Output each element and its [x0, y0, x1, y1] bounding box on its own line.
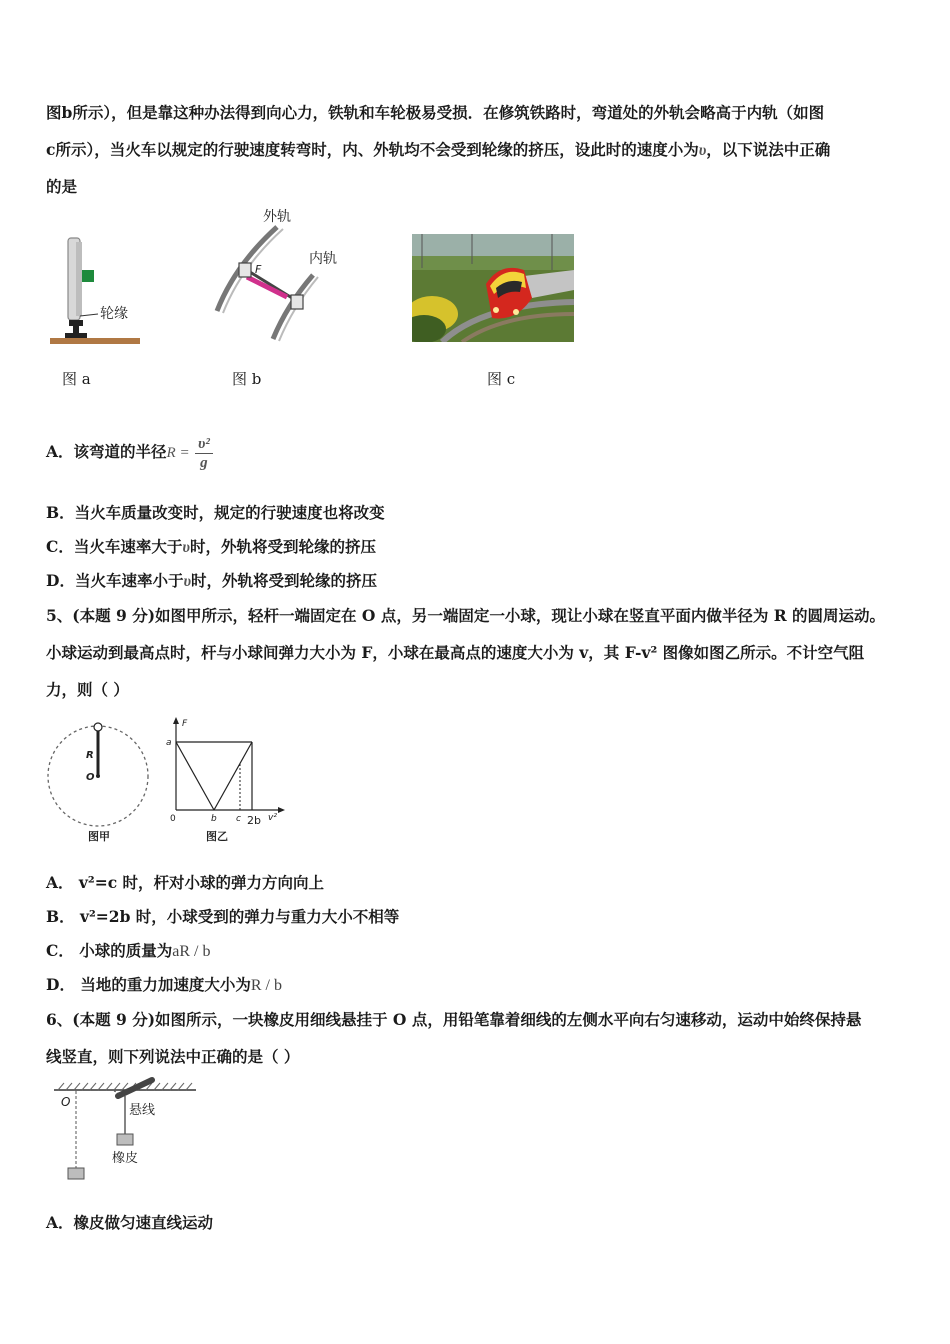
formula-numerator: υ² — [195, 435, 213, 454]
radius-formula-fraction — [195, 435, 213, 472]
q5-line-2: 小球运动到最高点时，杆与小球间弹力大小为 F，小球在最高点的速度大小为 v，其 F-v² 图像如图乙所示。不计空气阻 — [46, 643, 865, 662]
figure-c-train-photo — [412, 234, 574, 342]
figure-c-caption: 图 c — [487, 370, 516, 388]
figure-jia-circle — [46, 716, 154, 846]
q5-line-1: 5、(本题 9 分)如图甲所示，轻杆一端固定在 O 点，另一端固定一小球，现让小球在竖直平面内做半径为 R 的圆周运动。 — [46, 606, 886, 625]
q4-option-c — [46, 537, 376, 558]
intro-line-2-text: c所示），当火车以规定的行驶速度转弯时，内、外轨均不会受到轮缘的挤压，设此时的速度小为 — [46, 140, 699, 159]
figure-yi-caption: 图乙 — [206, 830, 228, 843]
eraser-label: 橡皮 — [112, 1151, 139, 1166]
option-c-text: C．当火车速率大于 — [46, 537, 183, 556]
option-a-text: 该弯道的半径 — [73, 442, 167, 461]
intro-line-2-tail: ，以下说法中正确 — [706, 140, 831, 159]
figure-b-rails — [205, 205, 355, 345]
2b-tick-label: 2b — [247, 814, 261, 827]
gravity-expression: R / b — [250, 977, 282, 994]
figure-a-caption: 图 a — [62, 370, 91, 388]
q5-option-c — [46, 941, 210, 962]
b-tick-label: b — [211, 814, 217, 824]
option-d-text: D．当火车速率小于 — [46, 571, 184, 590]
intro-line-2 — [46, 140, 830, 161]
center-o-label: O — [86, 772, 95, 783]
wheel-flange-label: 轮缘 — [100, 306, 128, 322]
intro-line-3: 的是 — [46, 177, 78, 196]
velocity-symbol: υ — [698, 142, 707, 159]
figure-b-caption: 图 b — [232, 370, 262, 388]
outer-rail-label: 外轨 — [263, 209, 291, 225]
origin-label: 0 — [170, 814, 176, 824]
inner-rail-label: 内轨 — [309, 251, 337, 267]
radius-label: R — [86, 750, 94, 761]
q6-line-2: 线竖直，则下列说法中正确的是（ ） — [46, 1047, 300, 1066]
q4-option-d — [46, 571, 377, 592]
option-c-tail: 时，外轨将受到轮缘的挤压 — [189, 537, 376, 556]
intro-line-1: 图b所示），但是靠这种办法得到向心力，铁轨和车轮极易受损．在修筑铁路时，弯道处的外轨会略高于内轨（如图 — [46, 103, 825, 122]
thread-label: 悬线 — [129, 1103, 156, 1118]
q6-line-1: 6、(本题 9 分)如图所示，一块橡皮用细线悬挂于 O 点，用铅笔靠着细线的左侧水平向右匀速移动，运动中始终保持悬 — [46, 1010, 862, 1029]
q5-option-b: B． v²=2b 时，小球受到的弹力与重力大小不相等 — [46, 907, 400, 926]
x-axis-label: v² — [268, 813, 277, 823]
q5-option-a: A． v²=c 时，杆对小球的弹力方向向上 — [46, 873, 325, 892]
figure-a-wheel-rail — [50, 232, 140, 344]
option-c-text: C． 小球的质量为 — [46, 941, 173, 960]
q5-option-d — [46, 975, 282, 996]
figure-jia-caption: 图甲 — [88, 830, 110, 843]
option-d-text: D． 当地的重力加速度大小为 — [46, 975, 251, 994]
velocity-symbol: υ — [183, 573, 192, 590]
q4-option-b: B．当火车质量改变时，规定的行驶速度也将改变 — [46, 503, 385, 522]
a-tick-label: a — [166, 738, 172, 748]
q4-option-a — [46, 432, 213, 473]
option-a-prefix: A． — [46, 442, 74, 461]
formula-denominator: g — [200, 454, 208, 471]
figure-yi-graph — [162, 714, 290, 848]
q6-option-a: A．橡皮做匀速直线运动 — [46, 1213, 214, 1232]
c-tick-label: c — [236, 814, 241, 824]
option-d-tail: 时，外轨将受到轮缘的挤压 — [191, 571, 378, 590]
force-label: F — [255, 263, 262, 276]
figure-q6-eraser — [52, 1074, 202, 1186]
velocity-symbol: υ — [182, 539, 190, 556]
pivot-o-label: O — [61, 1095, 71, 1109]
mass-expression: aR / b — [172, 943, 211, 960]
formula-lhs: R = — [166, 445, 190, 461]
q5-line-3: 力，则（ ） — [46, 680, 129, 699]
y-axis-label: F — [182, 719, 188, 729]
